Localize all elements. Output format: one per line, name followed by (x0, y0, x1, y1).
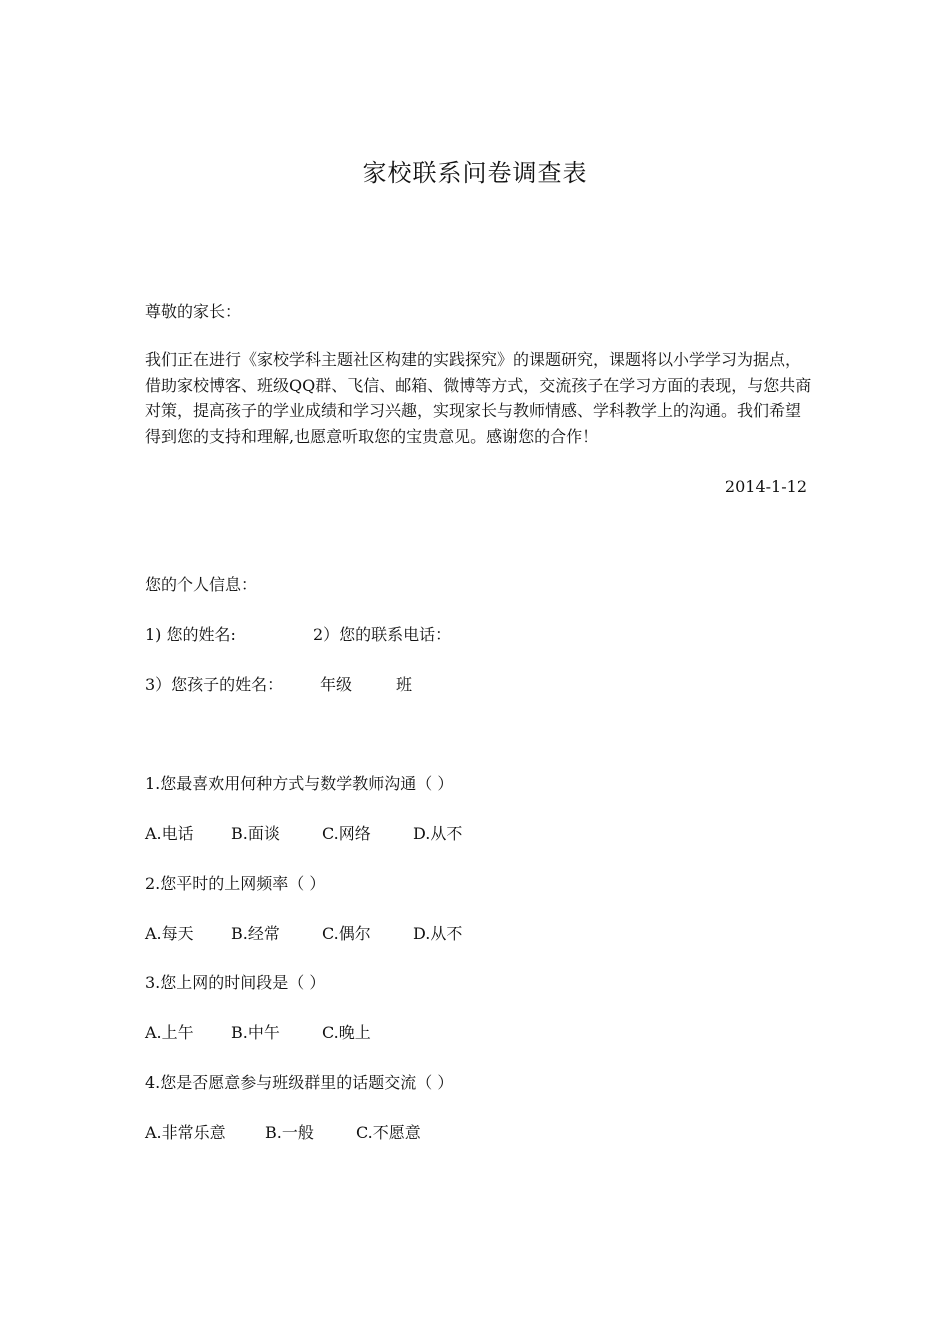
child-name-label: 3）您孩子的姓名： (145, 675, 284, 694)
question-2: 2.您平时的上网频率（ ） (145, 874, 326, 893)
question-1-option-d: D.从不 (413, 824, 463, 843)
question-2-option-d: D.从不 (413, 924, 463, 943)
class-label: 班 (396, 675, 413, 694)
question-4-option-a: A.非常乐意 (145, 1123, 226, 1142)
question-3-option-a: A.上午 (145, 1023, 194, 1042)
intro-line: 借助家校博客、班级QQ群、飞信、邮箱、微博等方式，交流孩子在学习方面的表现，与您共商 (145, 375, 812, 395)
question-3-option-b: B.中午 (231, 1023, 280, 1042)
phone-label: 2）您的联系电话： (313, 625, 452, 644)
question-4-option-b: B.一般 (265, 1123, 314, 1142)
question-4-option-c: C.不愿意 (356, 1123, 421, 1142)
document-title: 家校联系问卷调查表 (362, 159, 588, 187)
question-2-option-a: A.每天 (145, 924, 194, 943)
document-date: 2014-1-12 (724, 477, 807, 496)
question-1-option-b: B.面谈 (231, 824, 280, 843)
question-3-option-c: C.晚上 (322, 1023, 371, 1042)
intro-line: 对策，提高孩子的学业成绩和学习兴趣，实现家长与教师情感、学科教学上的沟通。我们希望 (145, 401, 802, 420)
question-1: 1.您最喜欢用何种方式与数学教师沟通（ ） (145, 774, 454, 793)
name-label: 1) 您的姓名: (145, 625, 236, 644)
grade-label: 年级 (320, 675, 353, 694)
greeting: 尊敬的家长： (145, 302, 242, 321)
question-3: 3.您上网的时间段是（ ） (145, 973, 326, 992)
question-1-option-c: C.网络 (322, 824, 371, 843)
question-2-option-c: C.偶尔 (322, 924, 371, 943)
info-heading: 您的个人信息： (145, 575, 258, 594)
question-1-option-a: A.电话 (145, 824, 194, 843)
question-4: 4.您是否愿意参与班级群里的话题交流（ ） (145, 1073, 454, 1092)
intro-paragraph (145, 347, 810, 449)
question-2-option-b: B.经常 (231, 924, 280, 943)
intro-line: 我们正在进行《家校学科主题社区构建的实践探究》的课题研究，课题将以小学学习为据点， (145, 350, 802, 369)
intro-line: 得到您的支持和理解,也愿意听取您的宝贵意见。感谢您的合作！ (145, 426, 599, 446)
